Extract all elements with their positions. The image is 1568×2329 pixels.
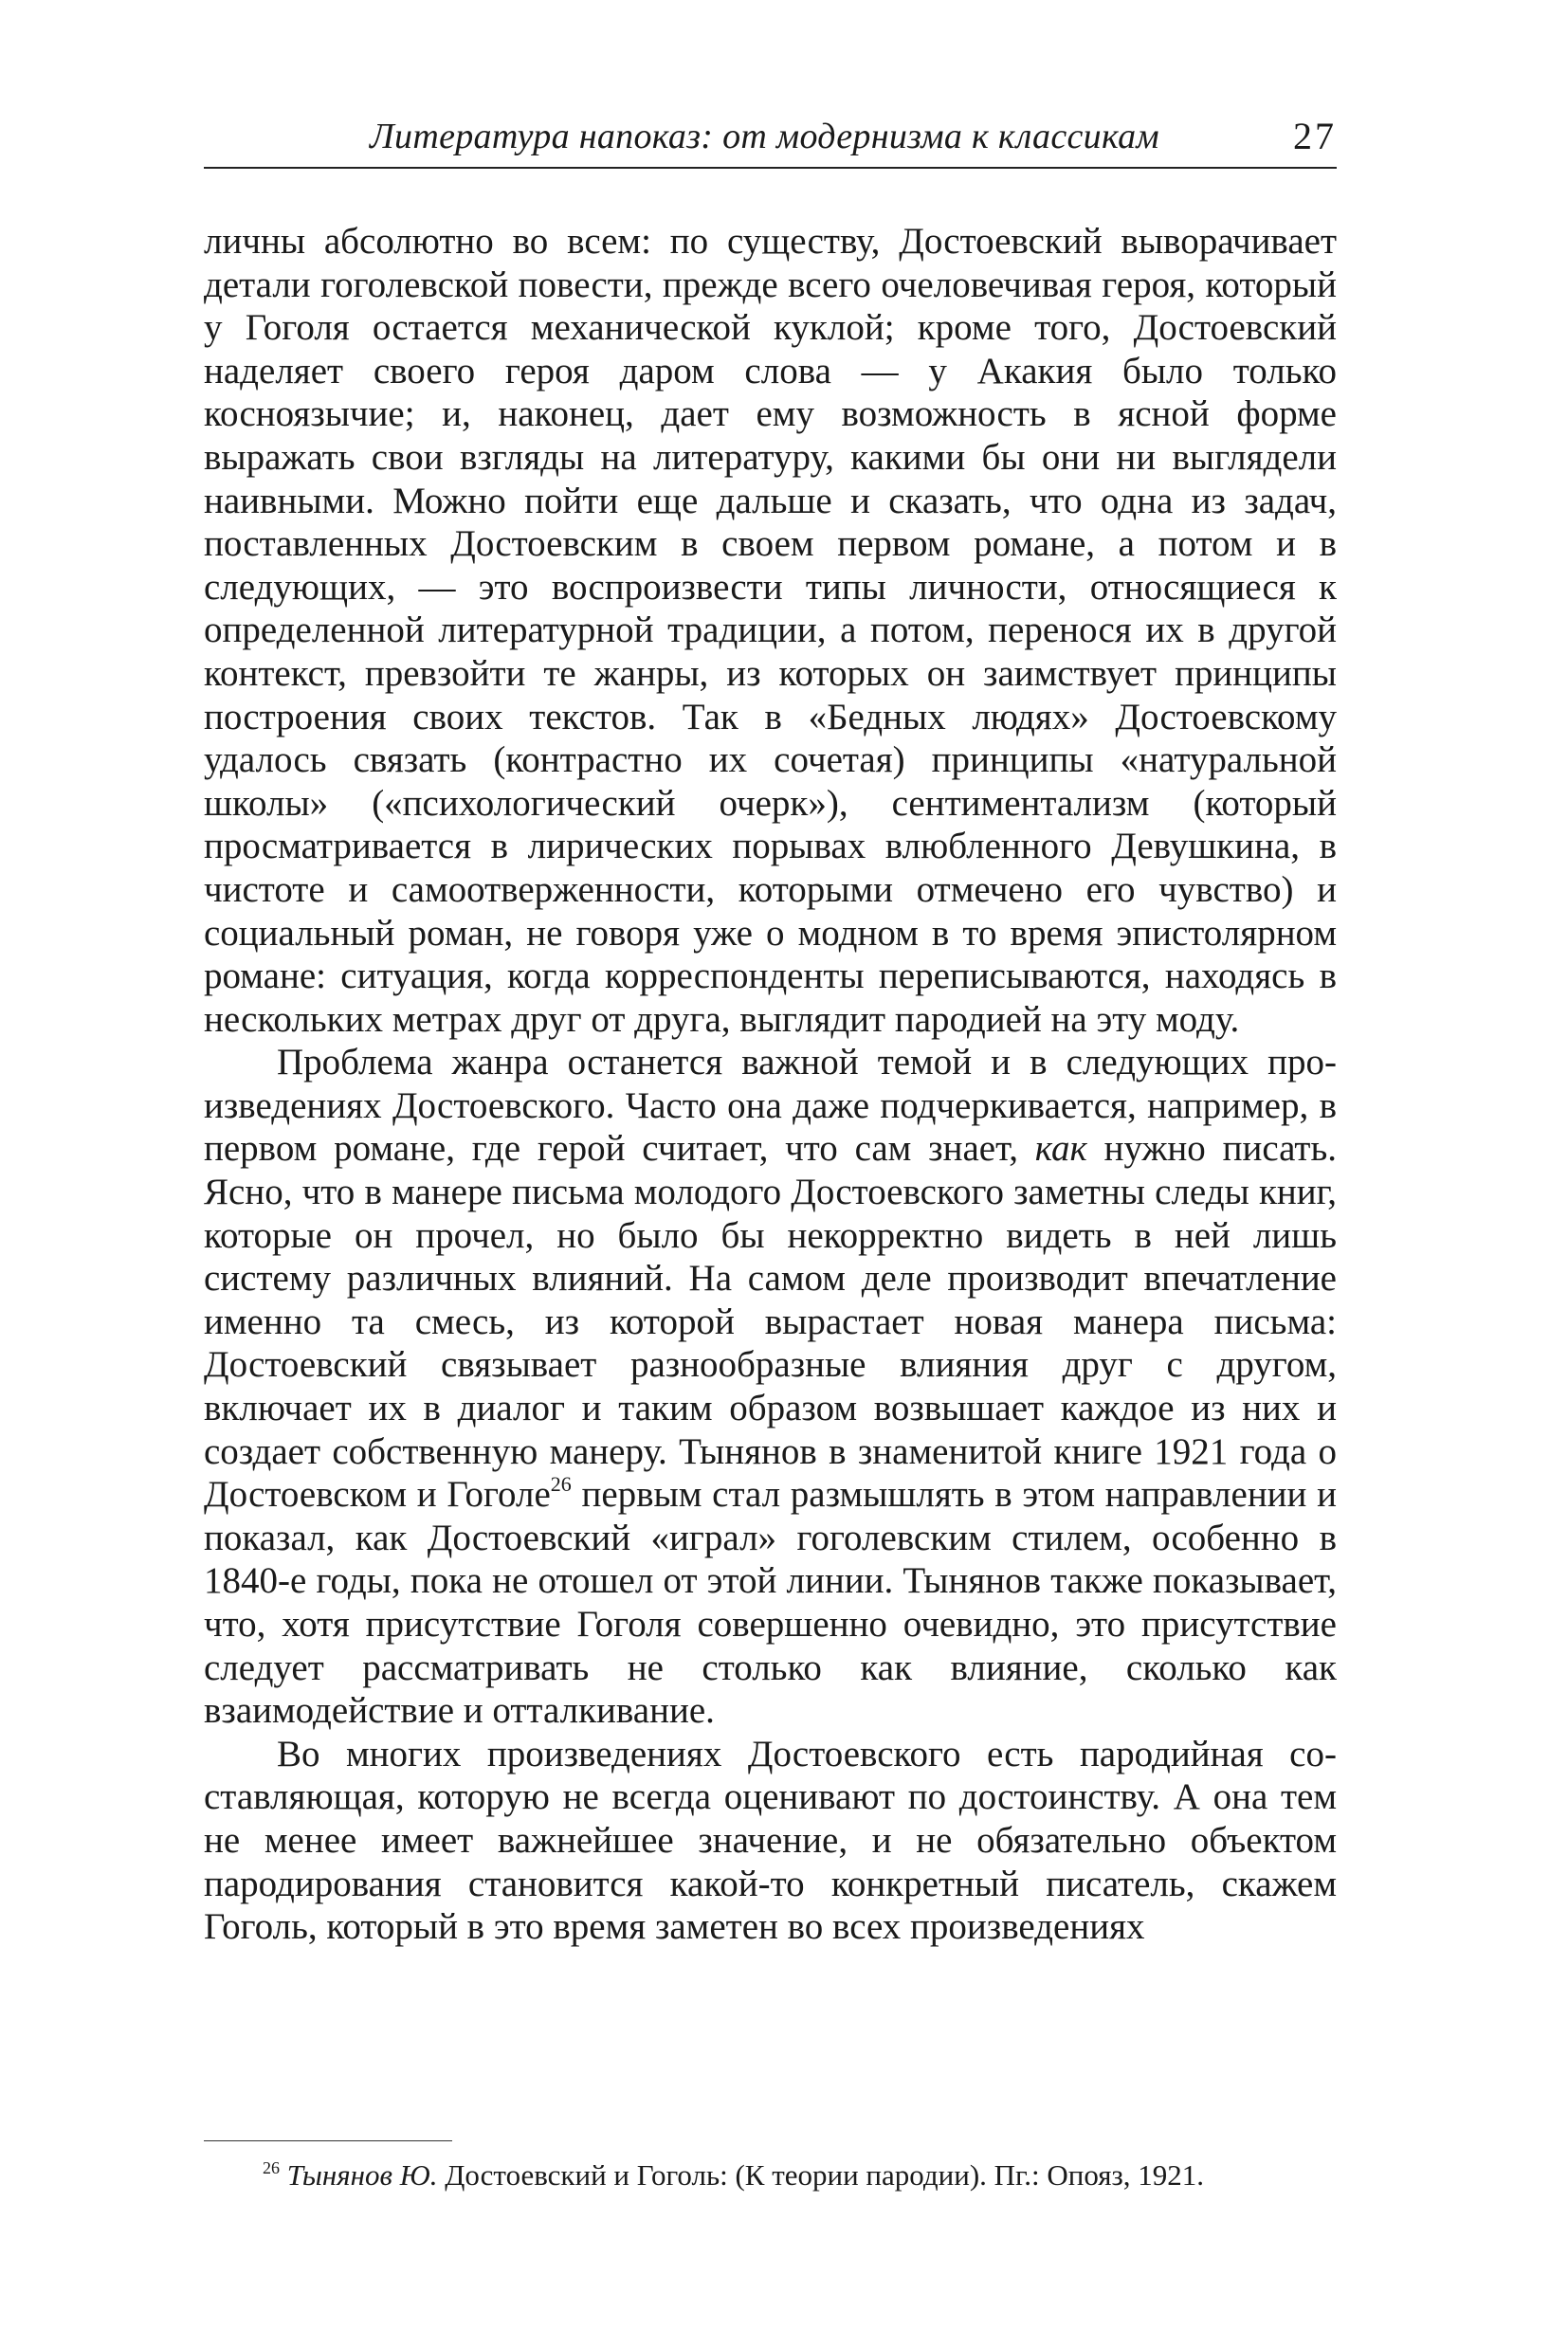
footnote-number: 26 <box>263 2158 280 2177</box>
page-number: 27 <box>1293 115 1337 157</box>
paragraph-2-part-c: первым стал размышлять в этом направлении и показал, как Достоевский «играл» гоголевским стилем, особенно в 1840-е годы, пока не отошел от этой линии. Тынянов также показывает, что, хотя присутствие Гоголя совершенно очевидно, это присутствие следует рассматривать не столько как влияние, сколько как взаимодействие и отталкивание. <box>204 1474 1337 1732</box>
emphasis-kak: как <box>1034 1128 1087 1170</box>
footnote-text: Достоевский и Гоголь: (К теории пародии). Пг.: Опояз, 1921. <box>437 2158 1205 2192</box>
footnote-reference[interactable]: 26 <box>550 1472 572 1497</box>
paragraph-2-part-a: Проблема жанра останется важной темой и в следующих произведениях Достоевского. Часто она даже подчеркивается, например, в первом романе, где герой считает, что сам знает, <box>204 1042 1337 1170</box>
footnote <box>204 2157 1337 2193</box>
paragraph-2-part-b: нужно писать. Ясно, что в манере письма молодого Достоевского заметны следы книг, которые он прочел, но было бы некорректно видеть в ней лишь систему различных влияний. На самом деле производит впечатление именно та смесь, из которой вырастает новая манера письма: Достоевский связывает разнообразные влияния друг с другом, включает их в диалог и таким образом возвышает каждое из них и создает собственную манеру. Тынянов в знаменитой книге 1921 года о Достоевском и Гоголе <box>204 1128 1337 1516</box>
paragraph-3: Во многих произведениях Достоевского есть пародийная составляющая, которую не всегда оценивают по достоинству. А она тем не менее имеет важнейшее значение, и не обязательно объектом пародирования становится какой-то конкретный писатель, скажем Гоголь, который в это время заметен во всех произведениях <box>204 1733 1337 1948</box>
paragraph-2 <box>204 1041 1337 1733</box>
running-head-title: Литература напоказ: от модернизма к классикам <box>370 117 1159 156</box>
paragraph-1: личны абсолютно во всем: по существу, Достоевский выворачивает детали гоголевской повести, прежде всего очеловечивая героя, который у Гоголя остается механической куклой; кроме того, Достоевский наделяет своего героя даром слова — у Акакия было только косноязычие; и, наконец, дает ему возможность в ясной форме выражать свои взгляды на литературу, какими бы они ни выглядели наивными. Можно пойти еще дальше и сказать, что одна из задач, поставленных Достоевским в своем первом романе, а потом и в следующих, — это воспроизвести типы личности, относящиеся к определенной литературной традиции, а потом, перенося их в другой контекст, превзойти те жанры, из которых он заимствует принципы построения своих текстов. Так в «Бедных людях» Достоевскому удалось связать (контрастно их сочетая) принципы «натуральной школы» («психологический очерк»), сентиментализм (который просматривается в лирических порывах влюбленного Девушкина, в чистоте и самоотверженности, которыми отмечено его чувство) и социальный роман, не говоря уже о модном в то время эпистолярном романе: ситуация, когда корреспонденты переписываются, находясь в нескольких метрах друг от друга, выглядит пародией на эту моду. <box>204 221 1337 1040</box>
footnote-divider <box>204 2140 452 2141</box>
main-text <box>204 220 1337 1949</box>
running-head <box>204 114 1337 169</box>
footnote-author: Тынянов Ю. <box>286 2158 438 2192</box>
